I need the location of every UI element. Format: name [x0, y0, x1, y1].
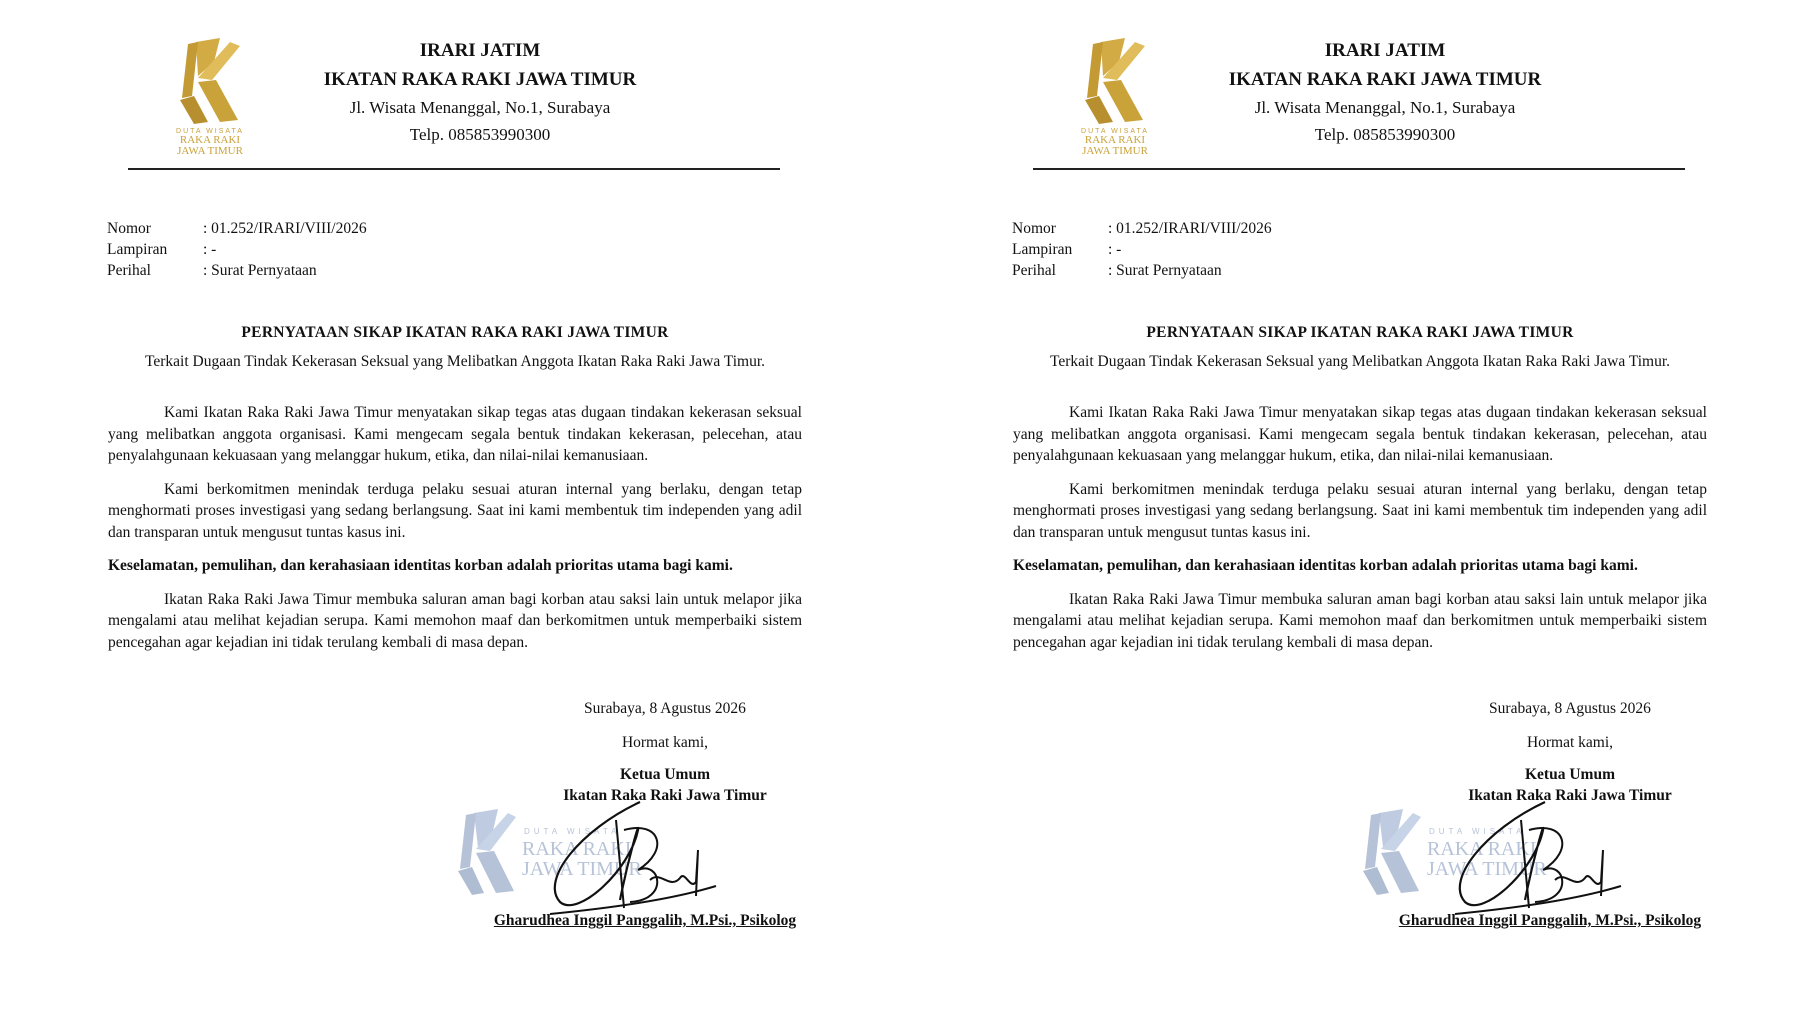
- org-phone: Telp. 085853990300: [409, 125, 551, 144]
- organization-logo: [168, 36, 252, 160]
- logo-small-text: DUTA WISATA: [176, 128, 244, 135]
- logo-text-line1: RAKA RAKI: [179, 134, 241, 146]
- letter-body: [108, 402, 802, 665]
- paragraph-2: Kami berkomitmen menindak terduga pelaku sesuai aturan internal yang berlaku, dengan tetap menghormati proses investigasi yang sedang berlangsung. Saat ini kami membentuk tim independen yang adil dan transparan untuk mengusut tuntas kasus ini.: [108, 480, 802, 541]
- signer-position: Ketua Umum: [620, 766, 710, 783]
- perihal-label: Perihal: [107, 262, 151, 279]
- stamp-emblem-icon: [452, 805, 522, 905]
- paragraph-3-emphasis: Keselamatan, pemulihan, dan kerahasiaan identitas korban adalah prioritas utama bagi kami.: [108, 557, 733, 574]
- signer-position: Ketua Umum: [1525, 766, 1615, 783]
- org-phone: Telp. 085853990300: [1314, 125, 1456, 144]
- letter-subtitle: Terkait Dugaan Tindak Kekerasan Seksual yang Melibatkan Anggota Ikatan Raka Raki Jawa Timur.: [1049, 353, 1671, 370]
- org-address: Jl. Wisata Menanggal, No.1, Surabaya: [349, 98, 611, 117]
- paragraph-1: Kami Ikatan Raka Raki Jawa Timur menyatakan sikap tegas atas dugaan tindakan kekerasan seksual yang melibatkan anggota organisasi. Kami mengecam segala bentuk tindakan kekerasan, pelecehan, atau penyalahgunaan kekuasaan yang melanggar hukum, etika, dan nilai-nilai kemanusiaan.: [1013, 404, 1707, 464]
- nomor-label: Nomor: [107, 220, 151, 237]
- lampiran-label: Lampiran: [1012, 241, 1073, 258]
- letter-subtitle: Terkait Dugaan Tindak Kekerasan Seksual yang Melibatkan Anggota Ikatan Raka Raki Jawa Timur.: [144, 353, 766, 370]
- stamp-emblem-icon: [1357, 805, 1427, 905]
- gold-emblem-icon: [1073, 36, 1157, 126]
- paragraph-4: Ikatan Raka Raki Jawa Timur membuka saluran aman bagi korban atau saksi lain untuk melapor jika mengalami atau melihat kejadian serupa. Kami memohon maaf dan berkomitmen untuk memperbaiki sistem pencegahan agar kejadian ini tidak terulang kembali di masa depan.: [1013, 590, 1707, 651]
- place-date: Surabaya, 8 Agustus 2026: [1489, 700, 1651, 717]
- lampiran-label: Lampiran: [107, 241, 168, 258]
- stamp-text-line1: RAKA RAKI: [522, 838, 632, 860]
- stamp-text-line2: JAWA TIMUR: [522, 858, 642, 880]
- org-full-name: IKATAN RAKA RAKI JAWA TIMUR: [1228, 69, 1542, 90]
- perihal-value: : Surat Pernyataan: [1108, 262, 1222, 279]
- signer-name: Gharudhea Inggil Panggalih, M.Psi., Psikolog: [1398, 912, 1702, 929]
- perihal-value: : Surat Pernyataan: [203, 262, 317, 279]
- logo-small-text: DUTA WISATA: [1081, 128, 1149, 135]
- nomor-value: : 01.252/IRARI/VIII/2026: [203, 220, 367, 237]
- stamp-small-text: DUTA WISATA: [1429, 827, 1526, 836]
- nomor-label: Nomor: [1012, 220, 1056, 237]
- letterhead-divider: [128, 168, 780, 170]
- stamp-text-line1: RAKA RAKI: [1427, 838, 1537, 860]
- closing-greeting: Hormat kami,: [1526, 734, 1614, 751]
- handwritten-signature: [1425, 790, 1625, 920]
- org-address: Jl. Wisata Menanggal, No.1, Surabaya: [1254, 98, 1516, 117]
- letter-meta: [1012, 218, 1272, 281]
- org-short-name: IRARI JATIM: [419, 40, 541, 61]
- paragraph-2: Kami berkomitmen menindak terduga pelaku sesuai aturan internal yang berlaku, dengan tetap menghormati proses investigasi yang sedang berlangsung. Saat ini kami membentuk tim independen yang adil dan transparan untuk mengusut tuntas kasus ini.: [1013, 480, 1707, 541]
- logo-text-line1: RAKA RAKI: [1084, 134, 1146, 146]
- signer-organization: Ikatan Raka Raki Jawa Timur: [1468, 787, 1672, 804]
- letterhead: [1165, 36, 1605, 148]
- logo-text-line2: JAWA TIMUR: [177, 145, 243, 157]
- signer-name: Gharudhea Inggil Panggalih, M.Psi., Psikolog: [493, 912, 797, 929]
- letter-title: PERNYATAAN SIKAP IKATAN RAKA RAKI JAWA TIMUR: [1146, 324, 1574, 341]
- signer-organization: Ikatan Raka Raki Jawa Timur: [563, 787, 767, 804]
- closing-greeting: Hormat kami,: [621, 734, 709, 751]
- letterhead-divider: [1033, 168, 1685, 170]
- perihal-label: Perihal: [1012, 262, 1056, 279]
- letter-title: PERNYATAAN SIKAP IKATAN RAKA RAKI JAWA TIMUR: [241, 324, 669, 341]
- lampiran-value: : -: [1108, 241, 1122, 258]
- paragraph-3-emphasis: Keselamatan, pemulihan, dan kerahasiaan identitas korban adalah prioritas utama bagi kami.: [1013, 557, 1638, 574]
- nomor-value: : 01.252/IRARI/VIII/2026: [1108, 220, 1272, 237]
- letter-page-right: [905, 0, 1800, 1012]
- gold-emblem-icon: [168, 36, 252, 126]
- lampiran-value: : -: [203, 241, 217, 258]
- handwritten-signature: [520, 790, 720, 920]
- stamp-text-line2: JAWA TIMUR: [1427, 858, 1547, 880]
- letterhead: [260, 36, 700, 148]
- place-date: Surabaya, 8 Agustus 2026: [584, 700, 746, 717]
- paragraph-4: Ikatan Raka Raki Jawa Timur membuka saluran aman bagi korban atau saksi lain untuk melapor jika mengalami atau melihat kejadian serupa. Kami memohon maaf dan berkomitmen untuk memperbaiki sistem pencegahan agar kejadian ini tidak terulang kembali di masa depan.: [108, 590, 802, 651]
- stamp-small-text: DUTA WISATA: [524, 827, 621, 836]
- logo-text-line2: JAWA TIMUR: [1082, 145, 1148, 157]
- organization-logo: [1073, 36, 1157, 160]
- paragraph-1: Kami Ikatan Raka Raki Jawa Timur menyatakan sikap tegas atas dugaan tindakan kekerasan seksual yang melibatkan anggota organisasi. Kami mengecam segala bentuk tindakan kekerasan, pelecehan, atau penyalahgunaan kekuasaan yang melanggar hukum, etika, dan nilai-nilai kemanusiaan.: [108, 404, 802, 464]
- letter-body: [1013, 402, 1707, 665]
- letter-meta: [107, 218, 367, 281]
- org-short-name: IRARI JATIM: [1324, 40, 1446, 61]
- org-full-name: IKATAN RAKA RAKI JAWA TIMUR: [323, 69, 637, 90]
